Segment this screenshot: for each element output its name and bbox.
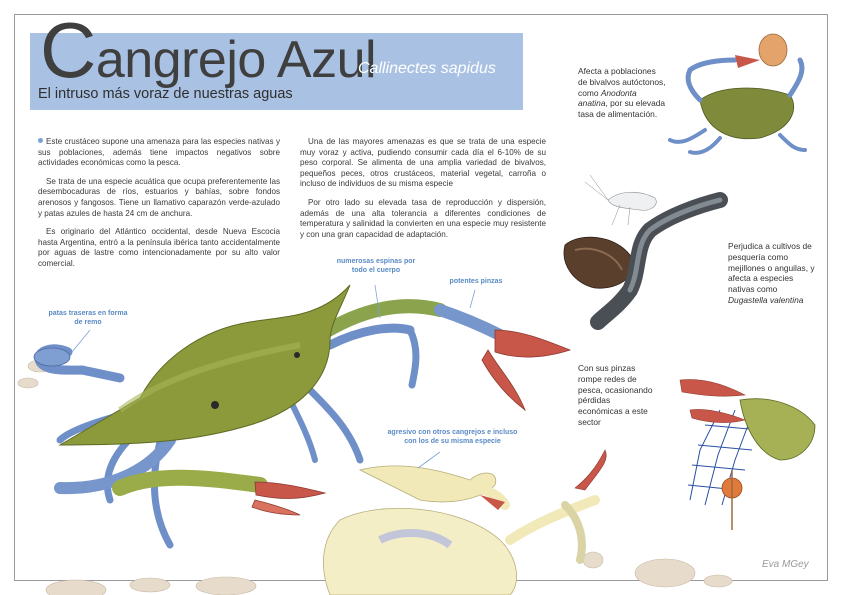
fishing-net-with-crab (680, 380, 815, 530)
pale-crab-bottom (323, 450, 606, 595)
artist-credit: Eva MGey (762, 559, 809, 570)
species-dugastella: Dugastella valentina (728, 294, 804, 305)
paragraph: Se trata de una especie acuática que ocupa preferentemente las desembocaduras de ríos, estuarios y bahías, sobre fondos arenosos y fangosos. Tiene un llamativo caparazón verde-azulado y patas azules de hasta 24 cm de anchura. (38, 176, 280, 218)
note-cultivos: Perjudica a cultivos de pesquería como mejillones o anguilas, y afecta a especies nativas como Dugastella valentina (728, 241, 815, 305)
note-redes: Con sus pinzas rompe redes de pesca, ocasionando pérdidas económicas a este sector (578, 363, 653, 427)
scientific-name: Callinectes sapidus (358, 60, 496, 77)
species-anodonta: Anodonta anatina (578, 87, 637, 109)
page-title: Cangrejo Azul (40, 6, 377, 94)
paragraph: Es originario del Atlántico occidental, desde Nueva Escocia hasta Argentina, entró a la península ibérica tanto accidentalmente por aguas de lastre como intencionadamente por su alto valor comercial. (38, 227, 280, 268)
label-agresivo: agresivo con otros cangrejos e incluso con los de su misma especie (387, 429, 518, 445)
paragraph: Una de las mayores amenazas es que se trata de una especie muy voraz y activa, pudiendo consumir cada día el 6-10% de su peso corporal. Se alimenta de una amplia variedad de bivalvos, pequeños peces, otros crustáceos, material vegetal, carroña o incluso de individuos de su misma especie (300, 137, 546, 189)
crab-with-clam (670, 34, 805, 153)
page-subtitle: El intruso más voraz de nuestras aguas (38, 86, 293, 102)
shrimp (585, 175, 656, 225)
label-patas-traseras: patas traseras en forma de remo (48, 310, 128, 326)
mussel (564, 237, 633, 288)
note-bivalvos: Afecta a poblaciones de bivalvos autóctonos, como Anodonta anatina, por su elevada tasa de alimentación. (578, 66, 666, 120)
paragraph: Este crustáceo supone una amenaza para las especies nativas y sus poblaciones, además tiene impactos negativos sobre actividades económicas como la pesca. (38, 137, 280, 168)
label-pinzas: potentes pinzas (449, 278, 503, 285)
paragraph: Por otro lado su elevada tasa de reproducción y dispersión, además de una alta tolerancia a diferentes condiciones de temperatura y salinidad la convierten en una especie muy resistente y con una gran capacidad de adaptación. (300, 197, 546, 239)
label-espinas: numerosas espinas por todo el cuerpo (336, 258, 416, 274)
